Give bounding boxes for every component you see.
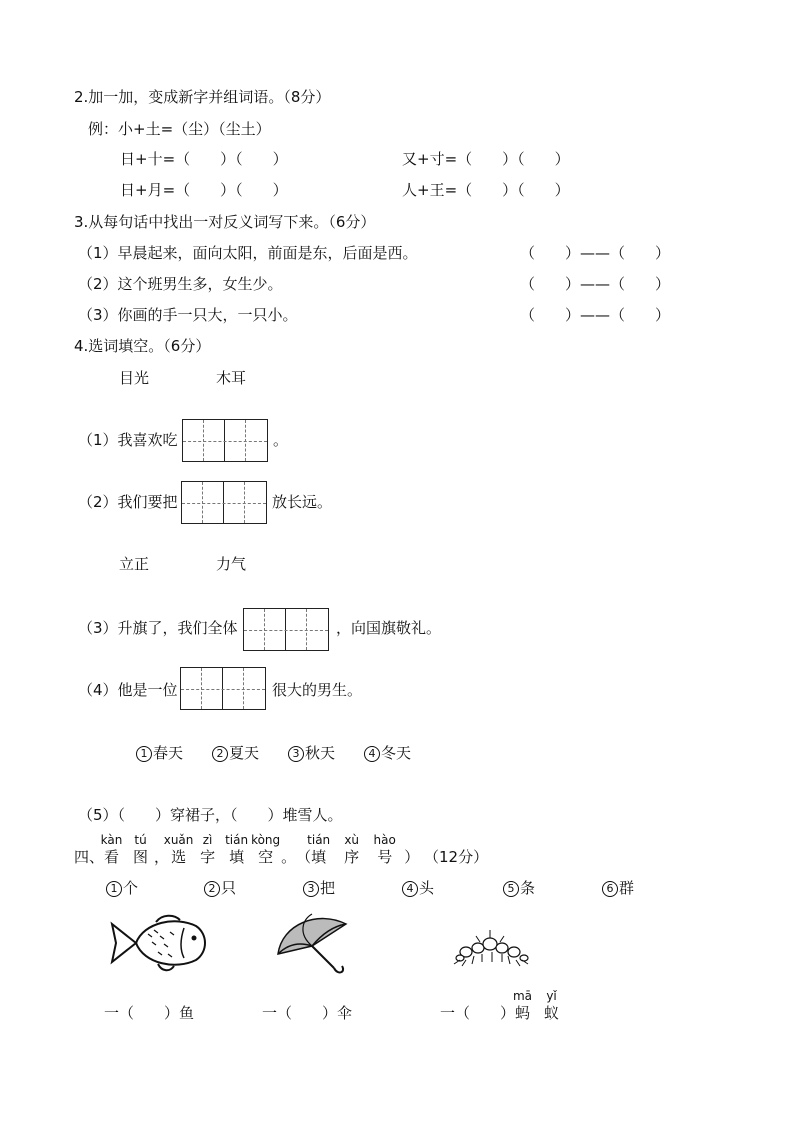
season-label: 秋天 xyxy=(305,744,336,762)
q2-row-3[interactable]: 日+月=（ ）（ ） xyxy=(120,181,288,199)
classifier-label: 条 xyxy=(520,879,536,897)
pinyin-char: xù 序 xyxy=(344,833,360,866)
q4-item-2-writing-box[interactable] xyxy=(181,481,267,524)
classifier-label: 只 xyxy=(221,879,237,897)
q4-item-5[interactable]: （5）（ ）穿裙子，（ ）堆雪人。 xyxy=(78,806,343,824)
circled-number: 6 xyxy=(602,881,618,897)
q4-item-1-text: （1）我喜欢吃 xyxy=(78,431,178,449)
q4-word-option: 力气 xyxy=(216,555,247,573)
q4-word-option: 木耳 xyxy=(216,369,247,387)
q4-item-4-end: 很大的男生。 xyxy=(272,681,363,699)
circled-number: 3 xyxy=(303,881,319,897)
q4-word-option: 目光 xyxy=(119,369,150,387)
paren: ） xyxy=(404,848,420,866)
classifier-option-6 xyxy=(602,878,634,898)
classifier-label: 头 xyxy=(419,879,435,897)
season-label: 春天 xyxy=(153,744,184,762)
sec4-prefix: 四、 xyxy=(74,848,105,866)
pinyin-char: mā 蚂 xyxy=(512,989,533,1022)
classifier-label: 个 xyxy=(123,879,139,897)
circled-number: 1 xyxy=(106,881,122,897)
classifier-option-2 xyxy=(204,878,236,898)
season-option-4 xyxy=(364,743,411,763)
q4-item-2-text: （2）我们要把 xyxy=(78,493,178,511)
classifier-option-3 xyxy=(303,878,335,898)
pinyin-char: kàn 看 xyxy=(100,833,123,866)
q4-item-3-text: （3）升旗了，我们全体 xyxy=(78,619,238,637)
q4-title: 4.选词填空。（6分） xyxy=(74,337,211,355)
q4-word-option: 立正 xyxy=(119,555,150,573)
sec4-title xyxy=(74,833,489,867)
q3-answer-3[interactable]: （ ）——（ ） xyxy=(520,306,671,324)
circled-number: 1 xyxy=(136,746,152,762)
q2-example: 例：小+土=（尘）（尘土） xyxy=(88,120,271,138)
circled-number: 4 xyxy=(364,746,380,762)
fill-blank-umbrella[interactable]: 一（ ）伞 xyxy=(262,1004,353,1022)
paren: （ xyxy=(296,848,312,866)
q3-item-2: （2）这个班男生多，女生少。 xyxy=(78,275,283,293)
q4-item-1-writing-box[interactable] xyxy=(182,419,268,462)
season-option-2 xyxy=(212,743,259,763)
classifier-option-4 xyxy=(402,878,434,898)
classifier-option-1 xyxy=(106,878,138,898)
classifier-option-5 xyxy=(503,878,535,898)
umbrella-icon xyxy=(272,910,352,980)
q4-item-1-end: 。 xyxy=(273,431,289,449)
ants-icon xyxy=(446,926,536,970)
q2-title: 2.加一加，变成新字并组词语。（8分） xyxy=(74,88,331,106)
classifier-label: 群 xyxy=(619,879,635,897)
circled-number: 2 xyxy=(204,881,220,897)
circled-number: 2 xyxy=(212,746,228,762)
fill-blank-ants[interactable] xyxy=(440,989,560,1023)
circled-number: 5 xyxy=(503,881,519,897)
q3-answer-1[interactable]: （ ）——（ ） xyxy=(520,244,671,262)
season-option-3 xyxy=(288,743,335,763)
q3-title: 3.从每句话中找出一对反义词写下来。（6分） xyxy=(74,213,376,231)
season-label: 冬天 xyxy=(381,744,412,762)
q3-answer-2[interactable]: （ ）——（ ） xyxy=(520,275,671,293)
pinyin-char: tián 填 xyxy=(225,833,249,866)
pinyin-char: yǐ 蚁 xyxy=(544,989,560,1022)
pinyin-char: zì 字 xyxy=(200,833,216,866)
pinyin-char: ， xyxy=(154,848,170,866)
pinyin-char: tián 填 xyxy=(307,833,331,866)
q4-item-3-end: ，向国旗敬礼。 xyxy=(336,619,442,637)
q3-item-1: （1）早晨起来，面向太阳，前面是东，后面是西。 xyxy=(78,244,418,262)
blank-text: 一（ ） xyxy=(440,1004,516,1022)
pinyin-char: xuǎn 选 xyxy=(163,833,194,866)
q4-item-4-text: （4）他是一位 xyxy=(78,681,178,699)
pinyin-char: hào 号 xyxy=(373,833,396,866)
fill-blank-fish[interactable]: 一（ ）鱼 xyxy=(104,1004,195,1022)
sec4-score: （12分） xyxy=(424,848,489,866)
q3-item-3: （3）你画的手一只大，一只小。 xyxy=(78,306,298,324)
q4-item-3-writing-box[interactable] xyxy=(243,608,329,651)
season-option-1 xyxy=(136,743,183,763)
fish-icon xyxy=(104,910,212,976)
q2-row-4[interactable]: 人+王=（ ）（ ） xyxy=(402,181,570,199)
q2-row-1[interactable]: 日+十=（ ）（ ） xyxy=(120,150,288,168)
q2-row-2[interactable]: 又+寸=（ ）（ ） xyxy=(402,150,570,168)
pinyin-char: 。 xyxy=(281,848,297,866)
classifier-label: 把 xyxy=(320,879,336,897)
circled-number: 3 xyxy=(288,746,304,762)
pinyin-char: kòng 空 xyxy=(251,833,281,866)
q4-item-4-writing-box[interactable] xyxy=(180,667,266,710)
q4-item-2-end: 放长远。 xyxy=(272,493,333,511)
circled-number: 4 xyxy=(402,881,418,897)
season-label: 夏天 xyxy=(229,744,260,762)
pinyin-char: tú 图 xyxy=(133,833,149,866)
